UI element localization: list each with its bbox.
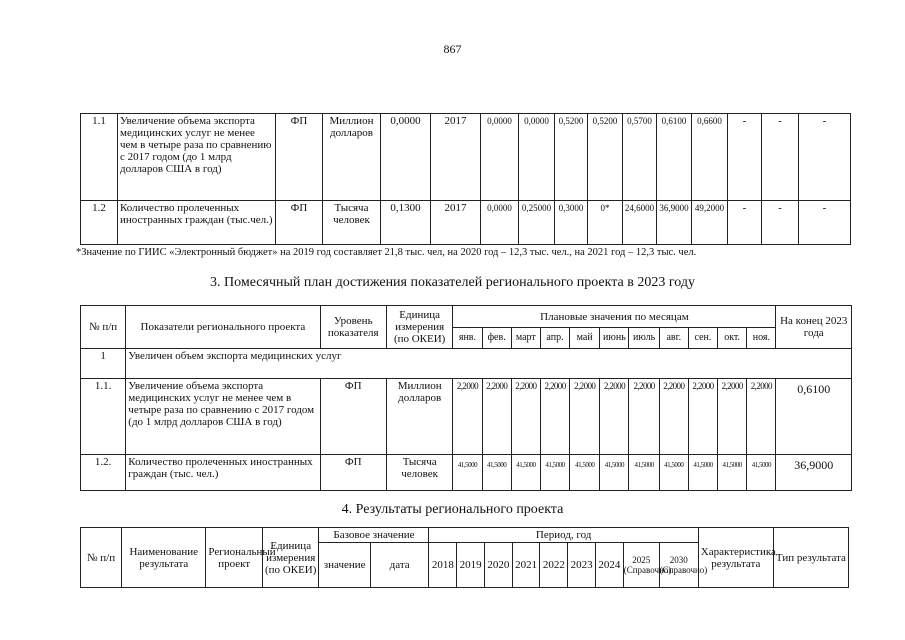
end-value: 36,9000 [776,455,852,491]
month-value: 41,5000 [600,455,629,491]
month-value: 2,2000 [659,379,688,455]
value-cell: 0,5200 [588,114,623,201]
month-header: авг. [659,328,688,349]
results-table [80,527,849,588]
table-row [81,201,851,245]
month-value: 41,5000 [570,455,600,491]
month-value: 2,2000 [718,379,747,455]
month-value: 2,2000 [453,379,482,455]
year-header: 2022 [540,543,568,588]
group-number: 1 [81,349,126,379]
table-header-row [81,306,852,328]
year-header: 2020 [484,543,512,588]
table-row [81,455,852,491]
indicator-level: ФП [320,455,386,491]
group-name: Увеличен объем экспорта медицинских услуг [126,349,852,379]
indicator-level: ФП [320,379,386,455]
value-cell: 0,0000 [481,114,519,201]
value-cell: 36,9000 [657,201,692,245]
header-level: Уровень показателя [320,306,386,349]
year-header: 2023 [568,543,596,588]
month-value: 2,2000 [629,379,659,455]
month-value: 41,5000 [688,455,717,491]
year-header: 2018 [429,543,457,588]
month-value: 41,5000 [453,455,482,491]
month-header: ноя. [747,328,776,349]
month-value: 41,5000 [629,455,659,491]
indicator-level: ФП [276,201,323,245]
indicators-table [80,113,851,245]
month-header: сен. [688,328,717,349]
value-cell: - [728,201,762,245]
indicator-name: Увеличение объема экспорта медицинских услуг не менее чем в четыре раза по сравнению с 2017 годом (до 1 млрд долларов США в год) [126,379,320,455]
value-cell: - [762,114,799,201]
header-base-value: значение [319,543,370,588]
value-cell: - [728,114,762,201]
value-cell: 49,2000 [692,201,728,245]
month-value: 41,5000 [511,455,540,491]
month-value: 2,2000 [570,379,600,455]
month-value: 41,5000 [540,455,569,491]
value-cell: 0,5700 [623,114,657,201]
month-value: 2,2000 [482,379,511,455]
month-value: 41,5000 [659,455,688,491]
month-value: 2,2000 [540,379,569,455]
header-num: № п/п [81,306,126,349]
month-value: 41,5000 [747,455,776,491]
header-period: Период, год [429,528,698,543]
monthly-plan-table [80,305,852,491]
indicator-unit: Тысяча человек [386,455,452,491]
month-value: 2,2000 [688,379,717,455]
month-header: окт. [718,328,747,349]
row-number: 1.1 [81,114,118,201]
indicator-unit: Тысяча человек [323,201,381,245]
month-value: 2,2000 [747,379,776,455]
year-header: 2024 [595,543,623,588]
year-header-2025: 2025 (Справочно) [623,543,659,588]
end-value: 0,6100 [776,379,852,455]
header-end: На конец 2023 года [776,306,852,349]
value-cell: - [762,201,799,245]
value-cell: 0* [588,201,623,245]
header-characteristic: Характеристика результата [698,528,773,588]
section-3-title: 3. Помесячный план достижения показателей регионального проекта в 2023 году [210,275,695,290]
header-base: Базовое значение [319,528,429,543]
value-cell: 0,25000 [519,201,555,245]
value-cell: - [799,114,851,201]
table-header-row [81,528,849,543]
year-header: 2021 [512,543,540,588]
year-header-2030: 2030 (Справочно) [659,543,698,588]
header-name: Наименование результата [122,528,206,588]
month-header: март [511,328,540,349]
footnote: *Значение по ГИИС «Электронный бюджет» на 2019 год составляет 21,8 тыс. чел, на 2020 год – 12,3 тыс. чел., на 2021 год – 12,3 тыс. чел. [76,247,697,258]
value-cell: 0,0000 [519,114,555,201]
header-unit: Единица измерения (по ОКЕИ) [262,528,319,588]
value-cell: 0,6100 [657,114,692,201]
value-cell: 0,0000 [481,201,519,245]
header-type: Тип результата [773,528,848,588]
value-cell: 0,5200 [555,114,588,201]
month-header: май [570,328,600,349]
indicator-name: Количество пролеченных иностранных граждан (тыс. чел.) [126,455,320,491]
base-value: 0,0000 [381,114,431,201]
row-number: 1.2 [81,201,118,245]
header-indicator: Показатели регионального проекта [126,306,320,349]
table-group-row [81,349,852,379]
month-header: фев. [482,328,511,349]
indicator-level: ФП [276,114,323,201]
month-header: апр. [540,328,569,349]
row-number: 1.1. [81,379,126,455]
value-cell: - [799,201,851,245]
month-value: 41,5000 [482,455,511,491]
header-base-date: дата [370,543,429,588]
base-year: 2017 [431,201,481,245]
table-row [81,379,852,455]
month-header: июль [629,328,659,349]
header-unit: Единица измерения (по ОКЕИ) [386,306,452,349]
header-planned: Плановые значения по месяцам [453,306,776,328]
indicator-unit: Миллион долларов [323,114,381,201]
row-number: 1.2. [81,455,126,491]
month-header: янв. [453,328,482,349]
value-cell: 0,6600 [692,114,728,201]
table-row [81,114,851,201]
year-header: 2019 [457,543,485,588]
indicator-name: Количество пролеченных иностранных граждан (тыс.чел.) [118,201,276,245]
month-header: июнь [600,328,629,349]
value-cell: 24,6000 [623,201,657,245]
indicator-unit: Миллион долларов [386,379,452,455]
indicator-name: Увеличение объема экспорта медицинских услуг не менее чем в четыре раза по сравнению с 2017 годом (до 1 млрд долларов США в год) [118,114,276,201]
base-value: 0,1300 [381,201,431,245]
month-value: 41,5000 [718,455,747,491]
page-number: 867 [443,42,462,56]
base-year: 2017 [431,114,481,201]
header-num: № п/п [81,528,122,588]
section-4-title: 4. Результаты регионального проекта [341,502,564,517]
month-value: 2,2000 [600,379,629,455]
header-project: Региональный проект [206,528,263,588]
value-cell: 0,3000 [555,201,588,245]
month-value: 2,2000 [511,379,540,455]
